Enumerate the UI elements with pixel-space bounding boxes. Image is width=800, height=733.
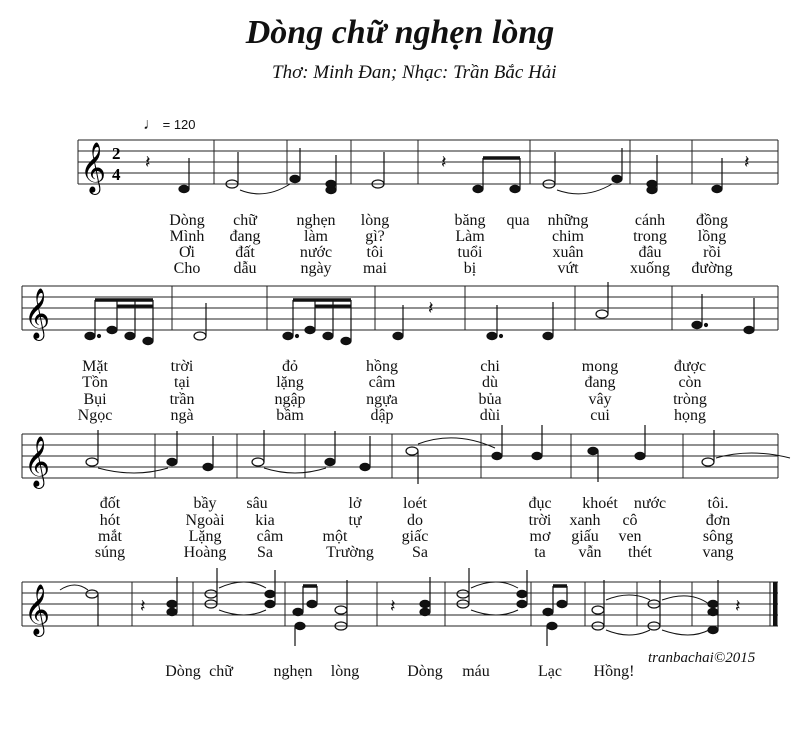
lyric-word: Ơi (179, 244, 195, 261)
treble-clef-icon: 𝄞 (24, 436, 51, 487)
lyric-word: dẫu (233, 260, 257, 277)
lyric-word: thét (628, 544, 652, 561)
lyric-word: Ngọc (77, 407, 113, 424)
lyric-word: trời (528, 512, 552, 529)
svg-text:𝄽: 𝄽 (744, 152, 750, 172)
lyric-word: nghẹn (273, 663, 313, 680)
tempo-value: = 120 (162, 117, 196, 132)
copyright-notice: tranbachai©2015 (648, 650, 756, 666)
lyric-word: Dòng (169, 212, 205, 229)
lyric-word: đơn (705, 512, 731, 529)
lyric-word: súng (94, 544, 126, 561)
lyric-word: đục (528, 495, 552, 512)
lyric-word: tuổi (457, 244, 483, 261)
lyric-word: hót (99, 512, 121, 529)
lyric-word: Dòng (407, 663, 443, 680)
lyric-word: Mình (169, 228, 205, 245)
lyric-word: đang (584, 374, 616, 391)
lyric-word: Hồng! (593, 663, 635, 680)
treble-clef-icon: 𝄞 (24, 288, 51, 339)
lyric-word: Tồn (82, 374, 108, 391)
lyric-word: Trường (326, 544, 374, 561)
lyric-word: đỏ (282, 358, 298, 375)
lyric-word: đang (229, 228, 261, 245)
lyric-word: dập (370, 407, 394, 424)
lyric-word: loét (403, 495, 427, 512)
song-title: Dòng chữ nghẹn lòng (245, 14, 555, 51)
lyric-word: mong (581, 358, 619, 375)
lyric-word: đồng (696, 212, 728, 229)
lyric-word: cánh (634, 212, 666, 229)
staff-system-4 (0, 570, 800, 650)
lyric-word: gì? (365, 228, 385, 245)
lyric-word: vây (588, 391, 612, 408)
lyric-word: xuân (552, 244, 584, 261)
lyric-word: Lặng (188, 528, 222, 545)
lyric-word: trần (169, 391, 195, 408)
lyric-word: lặng (276, 374, 304, 391)
lyric-word: đất (235, 244, 255, 261)
song-credits: Thơ: Minh Đan; Nhạc: Trần Bắc Hải (272, 62, 557, 83)
lyric-word: dùi (479, 407, 501, 424)
lyric-word: lở (348, 495, 362, 512)
lyric-word: sâu (246, 495, 268, 512)
lyric-word: những (547, 212, 589, 229)
lyric-word: ven (618, 528, 642, 545)
lyric-word: xanh (569, 512, 601, 529)
lyric-word: Lạc (538, 663, 562, 680)
lyric-word: lòng (330, 663, 360, 680)
lyric-word: Hoàng (183, 544, 227, 561)
lyric-word: Ngoài (185, 512, 225, 529)
lyric-word: Bụi (83, 391, 107, 408)
lyric-word: Mặt (82, 358, 108, 375)
lyric-word: giấc (401, 528, 429, 545)
time-signature-top: 2 (112, 144, 121, 163)
lyric-word: qua (506, 212, 530, 229)
lyric-word: bầm (276, 407, 304, 424)
lyric-word: ngập (274, 391, 306, 408)
lyric-word: câm (256, 528, 284, 545)
svg-text:𝄽: 𝄽 (735, 596, 741, 616)
staff-system-1 (0, 132, 800, 202)
lyric-word: cô (622, 512, 638, 529)
lyric-word: Sa (412, 544, 428, 561)
lyric-word: tròng (673, 391, 707, 408)
lyric-word: chữ (209, 663, 233, 680)
lyric-word: mai (363, 260, 387, 277)
lyric-word: bủa (478, 391, 502, 408)
lyric-word: Dòng (165, 663, 201, 680)
lyric-word: còn (678, 374, 702, 391)
lyric-word: tự (348, 512, 362, 529)
lyric-word: Làm (455, 228, 485, 245)
lyric-word: bị (463, 260, 477, 277)
lyric-word: vẫn (578, 544, 602, 561)
lyric-word: làm (304, 228, 328, 245)
staff-system-3 (0, 424, 800, 494)
lyric-word: tôi. (707, 495, 729, 512)
treble-clef-icon: 𝄞 (24, 584, 51, 635)
lyric-word: dù (482, 374, 498, 391)
lyric-word: chim (552, 228, 584, 245)
quarter-note-icon: ♩ (143, 116, 159, 133)
lyric-word: một (322, 528, 348, 545)
lyric-word: tại (174, 374, 190, 391)
lyric-word: kia (255, 512, 275, 529)
lyric-word: rồi (703, 244, 721, 261)
lyric-word: xuống (630, 260, 670, 277)
lyric-word: lòng (360, 212, 390, 229)
lyric-word: chi (480, 358, 500, 375)
lyric-word: trong (633, 228, 667, 245)
svg-text:𝄽: 𝄽 (428, 298, 434, 318)
lyric-word: câm (368, 374, 396, 391)
time-signature-bottom: 4 (112, 165, 121, 184)
staff-system-2 (0, 274, 800, 352)
lyric-word: tôi (366, 244, 384, 261)
lyric-word: nghẹn (296, 212, 336, 229)
svg-text:𝄽: 𝄽 (441, 152, 447, 172)
lyric-word: chữ (233, 212, 257, 229)
svg-text:𝄽: 𝄽 (390, 596, 396, 616)
lyric-word: cui (590, 407, 610, 424)
lyric-word: được (673, 358, 707, 375)
lyric-word: vang (702, 544, 734, 561)
treble-clef-icon: 𝄞 (80, 142, 107, 193)
lyric-word: mơ (529, 528, 551, 545)
lyric-word: đốt (99, 495, 121, 512)
lyrics-s3-v4 (0, 544, 800, 564)
lyric-word: do (407, 512, 423, 529)
lyric-word: nước (299, 244, 333, 261)
lyric-word: sông (702, 528, 734, 545)
lyric-word: đâu (638, 244, 662, 261)
lyric-word: nước (633, 495, 667, 512)
lyric-word: vứt (557, 260, 579, 277)
svg-text:𝄽: 𝄽 (140, 596, 146, 616)
lyric-word: mắt (98, 528, 122, 545)
lyric-word: hồng (366, 358, 398, 375)
lyric-word: ngà (170, 407, 194, 424)
lyric-word: Cho (173, 260, 201, 277)
lyric-word: ta (534, 544, 546, 561)
lyric-word: trời (170, 358, 194, 375)
lyric-word: khoét (582, 495, 618, 512)
lyric-word: ngựa (366, 391, 398, 408)
lyric-word: lồng (697, 228, 727, 245)
lyric-word: đường (691, 260, 733, 277)
lyric-word: bầy (193, 495, 217, 512)
lyric-word: giấu (571, 528, 599, 545)
lyric-word: máu (462, 663, 490, 680)
lyric-word: Sa (257, 544, 273, 561)
rest-icon: 𝄽 (145, 152, 151, 172)
lyric-word: ngày (300, 260, 332, 277)
lyric-word: băng (454, 212, 486, 229)
lyric-word: họng (674, 407, 706, 424)
